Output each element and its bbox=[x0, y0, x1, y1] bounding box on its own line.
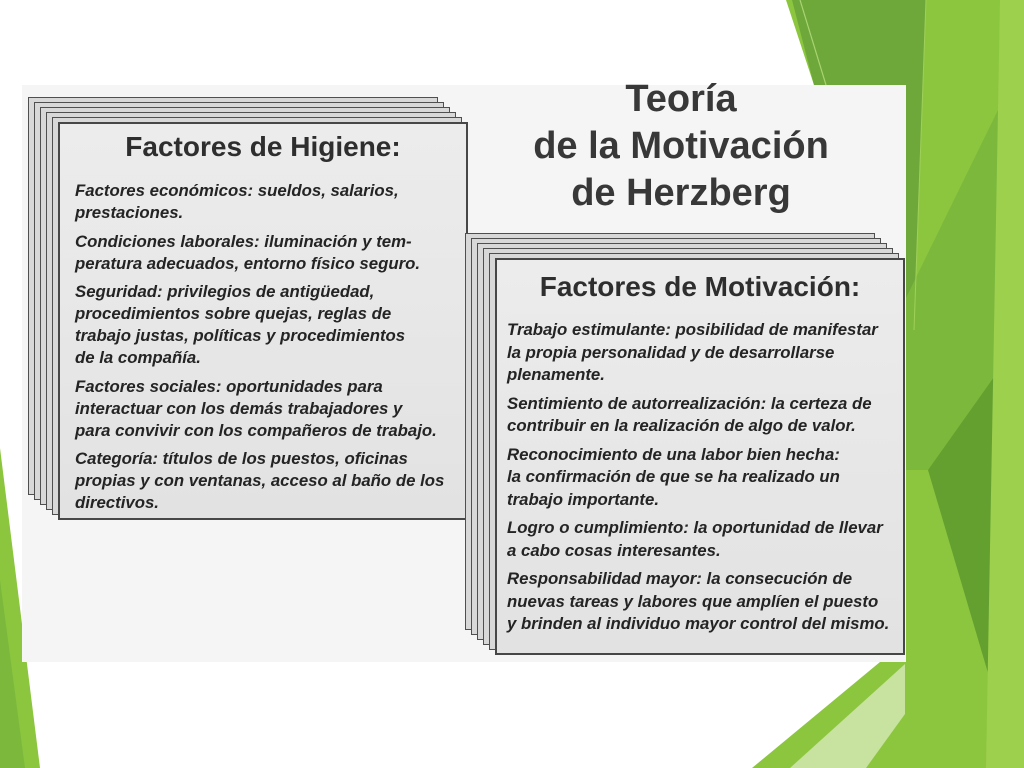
factor-text-line: trabajo justas, políticas y procedimientos bbox=[75, 326, 406, 345]
factor-text-line: interactuar con los demás trabajadores y bbox=[75, 398, 403, 418]
factor-text-line: Seguridad: privilegios de antigüedad, bbox=[75, 282, 375, 301]
factor-text-line: Factores económicos: sueldos, salarios, bbox=[75, 181, 399, 200]
figure-title-line: de Herzberg bbox=[571, 172, 791, 214]
herzberg-figure bbox=[22, 78, 906, 662]
factor-text-line: para convivir con los compañeros de trabajo. bbox=[75, 420, 437, 440]
factor-text-line: Logro o cumplimiento: la oportunidad de llevar bbox=[507, 518, 883, 537]
hygiene-factor-status bbox=[75, 448, 444, 514]
factor-text-line: directivos. bbox=[75, 493, 159, 512]
factor-text-line: procedimientos sobre quejas, reglas de bbox=[75, 304, 392, 323]
factor-text-line: propias y con ventanas, acceso al baño de los bbox=[75, 471, 445, 490]
factor-text-line: y brinden al individuo mayor control del mismo. bbox=[507, 614, 890, 633]
factor-text-line: Categoría: títulos de los puestos, oficinas bbox=[75, 449, 408, 468]
motivation-factor-recognition bbox=[507, 444, 889, 512]
hygiene-factor-security bbox=[75, 281, 444, 369]
motivation-factor-stimulating-work bbox=[507, 319, 889, 387]
motivation-factors-card bbox=[495, 258, 905, 655]
factor-text-line: de la compañía. bbox=[75, 348, 201, 367]
hygiene-factor-economic bbox=[75, 180, 444, 224]
factor-text-line: Reconocimiento de una labor bien hecha: bbox=[507, 444, 840, 464]
hygiene-factor-list bbox=[75, 180, 444, 521]
factor-text-line: la confirmación de que se ha realizado un bbox=[507, 467, 840, 486]
factor-text-line: la propia personalidad y de desarrollarse bbox=[507, 342, 835, 362]
factor-text-line: Responsabilidad mayor: la consecución de bbox=[507, 569, 853, 588]
factor-text-line: a cabo cosas interesantes. bbox=[507, 540, 721, 560]
motivation-card-heading: Factores de Motivación: bbox=[539, 271, 861, 302]
factor-text-line: Condiciones laborales: iluminación y tem- bbox=[75, 231, 412, 251]
hygiene-factor-social bbox=[75, 376, 444, 442]
factor-text-line: prestaciones. bbox=[75, 203, 184, 222]
factor-text-line: contribuir en la realización de algo de valor. bbox=[507, 416, 856, 435]
motivation-factor-self-realization bbox=[507, 393, 889, 438]
factor-text-line: plenamente. bbox=[507, 365, 605, 384]
motivation-factor-achievement bbox=[507, 517, 889, 562]
hygiene-card-heading: Factores de Higiene: bbox=[125, 131, 401, 162]
factor-text-line: Trabajo estimulante: posibilidad de manifestar bbox=[507, 320, 878, 339]
hygiene-factor-working-conditions bbox=[75, 231, 444, 275]
hygiene-factors-card bbox=[58, 122, 468, 520]
factor-text-line: trabajo importante. bbox=[507, 489, 659, 509]
factor-text-line: nuevas tareas y labores que amplíen el puesto bbox=[507, 591, 879, 611]
motivation-factor-responsibility bbox=[507, 568, 889, 636]
factor-text-line: Factores sociales: oportunidades para bbox=[75, 376, 383, 396]
motivation-factor-list bbox=[507, 319, 889, 642]
figure-title-line: Teoría bbox=[625, 78, 737, 120]
factor-text-line: peratura adecuados, entorno físico seguro. bbox=[75, 253, 421, 273]
figure-title-line: de la Motivación bbox=[533, 125, 829, 167]
factor-text-line: Sentimiento de autorrealización: la certeza de bbox=[507, 393, 872, 413]
figure-title bbox=[480, 76, 882, 217]
